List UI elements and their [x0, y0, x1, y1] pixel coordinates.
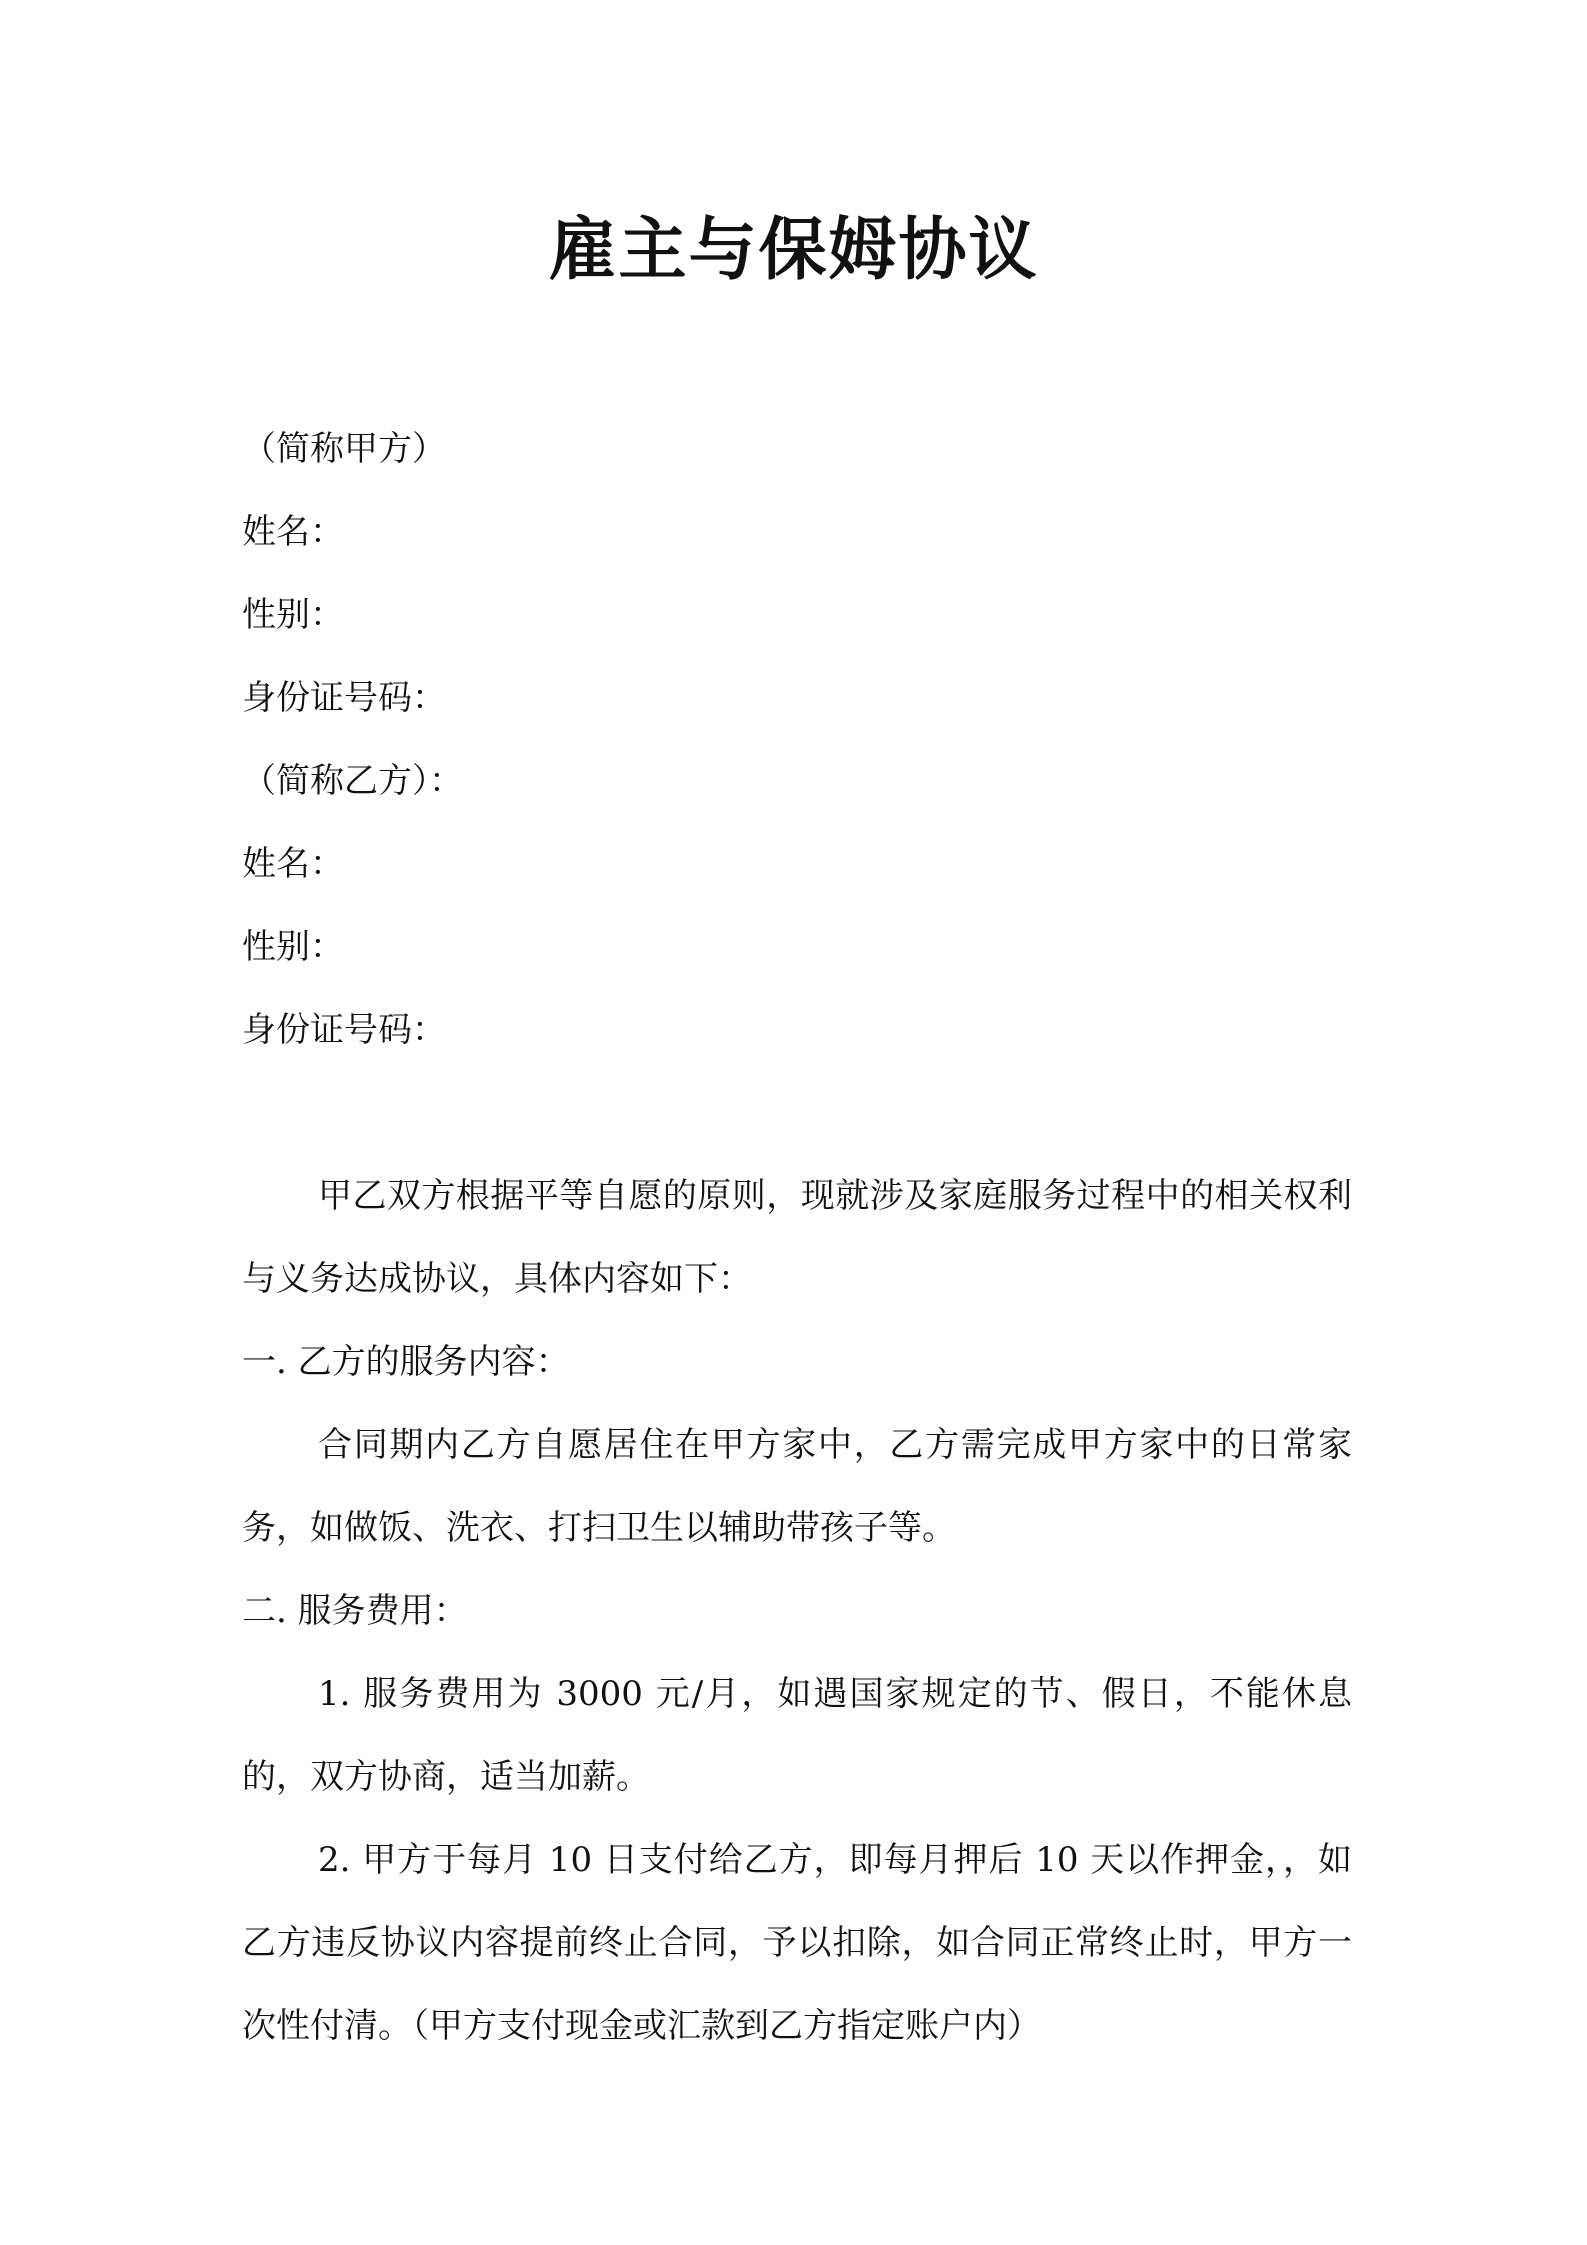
section-1-heading: 一. 乙方的服务内容： — [242, 1342, 570, 1382]
party-b-name-label: 姓名： — [242, 844, 344, 884]
party-a-name-label: 姓名： — [242, 512, 344, 552]
section-2-item-2: 2. 甲方于每月 10 日支付给乙方，即每月押后 10 天以作押金，，如乙方违反协议内容提前终止合同，予以扣除，如合同正常终止时，甲方一次性付清。（甲方支付现金或汇款到乙方指定账户内） — [242, 1840, 1352, 2046]
document-title: 雇主与保姆协议 — [548, 210, 1039, 290]
party-b-id-label: 身份证号码： — [242, 1010, 446, 1050]
party-b-gender-label: 性别： — [242, 927, 344, 967]
party-b-header: （简称乙方）： — [242, 761, 463, 801]
party-a-header: （简称甲方） — [242, 429, 446, 469]
section-1-text: 合同期内乙方自愿居住在甲方家中，乙方需完成甲方家中的日常家务，如做饭、洗衣、打扫卫生以辅助带孩子等。 — [242, 1425, 1352, 1548]
section-2-heading: 二. 服务费用： — [242, 1591, 468, 1631]
party-a-id-label: 身份证号码： — [242, 678, 446, 718]
intro-paragraph: 甲乙双方根据平等自愿的原则，现就涉及家庭服务过程中的相关权利与义务达成协议，具体内容如下： — [242, 1176, 1352, 1299]
party-a-gender-label: 性别： — [242, 595, 344, 635]
document-body — [242, 408, 1352, 2068]
section-2-item-1: 1. 服务费用为 3000 元/月，如遇国家规定的节、假日，不能休息的，双方协商，适当加薪。 — [242, 1674, 1352, 1797]
blank-line — [242, 1072, 1352, 1155]
